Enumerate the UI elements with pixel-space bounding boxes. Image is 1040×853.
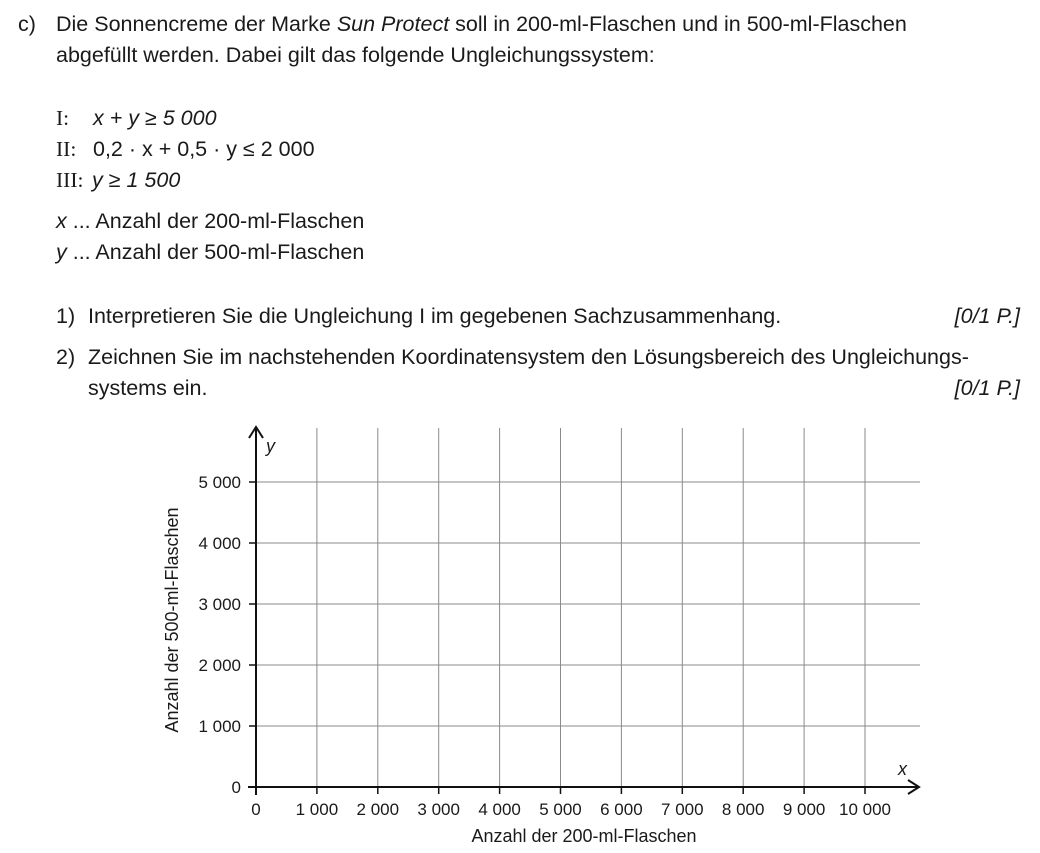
inequality-label: II: (56, 137, 77, 161)
variable-symbol: x (56, 209, 67, 233)
x-tick-label: 2 000 (356, 800, 400, 819)
inequality-label: I: (56, 106, 70, 130)
x-tick-label: 1 000 (295, 800, 339, 819)
y-axis-symbol: y (266, 436, 275, 456)
x-tick-label: 3 000 (417, 800, 460, 819)
inequality-expr: x + y ≥ 5 000 (93, 106, 217, 130)
brand-name: Sun Protect (336, 12, 450, 36)
y-tick-label: 5 000 (198, 473, 241, 492)
inequality-label: III: (56, 168, 84, 192)
x-tick-label: 7 000 (661, 800, 704, 819)
variable-description: ... Anzahl der 500-ml-Flaschen (66, 240, 365, 264)
x-axis-title: Anzahl der 200-ml-Flaschen (471, 826, 697, 846)
question-1-text: Interpretieren Sie die Ungleichung I im gegebenen Sachzusammenhang. (88, 304, 782, 328)
variable-symbol: y (56, 240, 67, 264)
x-tick-label: 0 (251, 800, 261, 819)
y-tick-label: 4 000 (198, 534, 241, 553)
x-tick-label: 9 000 (782, 800, 826, 819)
y-tick-label: 1 000 (198, 717, 241, 736)
y-tick-label: 0 (231, 778, 241, 797)
task-label: c) (18, 12, 36, 36)
x-tick-label: 5 000 (539, 800, 582, 819)
question-2-text-line1: Zeichnen Sie im nachstehenden Koordinatensystem den Lösungsbereich des Ungleichungs- (88, 345, 969, 369)
question-2-number: 2) (56, 345, 76, 369)
question-2-text-line2: systems ein. (88, 376, 208, 400)
y-axis-title: Anzahl der 500-ml-Flaschen (162, 507, 182, 733)
x-axis-symbol: x (898, 759, 907, 779)
y-tick-label: 3 000 (198, 595, 241, 614)
question-1-points: [0/1 P.] (954, 304, 1020, 328)
inequality-expr: 0,2 · x + 0,5 · y ≤ 2 000 (93, 137, 315, 161)
question-1-number: 1) (56, 304, 76, 328)
inequality-expr: y ≥ 1 500 (92, 168, 181, 192)
x-tick-label: 4 000 (478, 800, 521, 819)
intro-text-post: soll in 200-ml-Flaschen und in 500-ml-Flaschen (449, 12, 907, 36)
y-tick-label: 2 000 (198, 656, 241, 675)
x-tick-label: 8 000 (721, 800, 765, 819)
x-tick-label: 10 000 (839, 800, 891, 819)
question-2-points: [0/1 P.] (954, 376, 1020, 400)
variable-description: ... Anzahl der 200-ml-Flaschen (66, 209, 365, 233)
x-tick-label: 6 000 (600, 800, 643, 819)
task-intro-line2: abgefüllt werden. Dabei gilt das folgende Ungleichungssystem: (56, 43, 655, 67)
intro-text-pre: Die Sonnencreme der Marke (56, 12, 337, 36)
